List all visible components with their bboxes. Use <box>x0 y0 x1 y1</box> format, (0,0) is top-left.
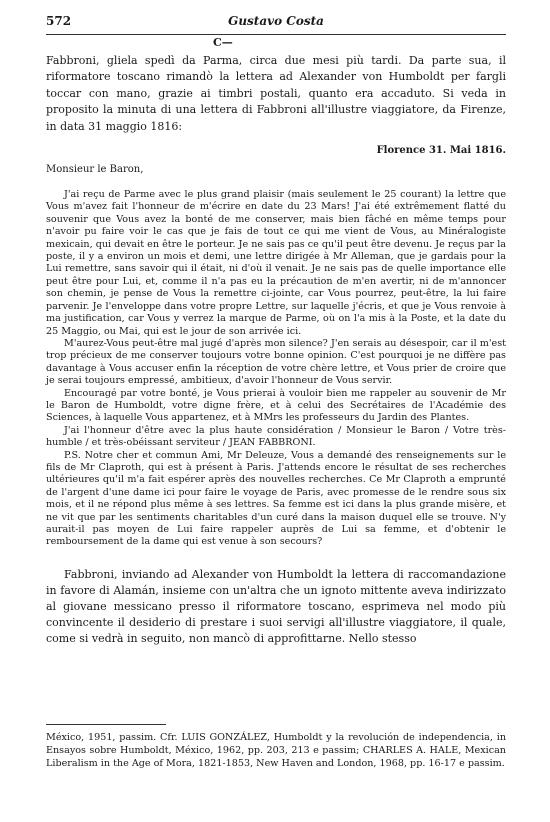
intro-paragraph: Fabbroni, gliela spedì da Parma, circa due mesi più tardi. Da parte sua, il riformatore toscano rimandò la lettera ad Alexander von Humboldt per fargli toccar con mano, grazie ai timbri postali, quanto era accaduto. Si veda in proposito la minuta di una lettera di Fabbroni all'illustre viaggiatore, da Firenze, in data 31 maggio 1816: <box>46 54 506 133</box>
letter-dateline: Florence 31. Mai 1816. <box>376 145 506 157</box>
handwritten-margin-mark: C— <box>213 36 233 49</box>
letter-salutation: Monsieur le Baron, <box>46 164 144 176</box>
body-paragraph: Fabbroni, inviando ad Alexander von Humboldt la lettera di raccomandazione in favore di Alamán, insieme con un'altra che un ignoto mittente aveva indirizzato al giovane messicano presso il riformatore toscano, esprimeva nel modo più convincente il desiderio di prestare i suoi servigi all'illustre viaggiatore, il quale, come si vedrà in seguito, non mancò di approfittarne. Nello stesso <box>46 567 506 645</box>
letter-paragraph: M'aurez-Vous peut-être mal jugé d'après mon silence? J'en serais au désespoir, car il m'est trop précieux de me conserver toujours votre bonne opinion. C'est pourquoi je ne diffère pas davantage à Vous accuser enfin la réception de votre chère lettre, et Vous prier de croire que je serai toujours empressé, ambitieux, d'avoir l'honneur de Vous servir. <box>46 337 506 387</box>
footnote-rule <box>46 724 166 725</box>
letter-paragraph: Encouragé par votre bonté, je Vous prierai à vouloir bien me rappeler au souvenir de Mr le Baron de Humboldt, votre digne frère, et à celui des Secrétaires de l'Académie des Sciences, à laquelle Vous appartenez, et à MMrs les professeurs du Jardin des Plantes. <box>46 387 506 424</box>
letter-postscript: P.S. Notre cher et commun Ami, Mr Deleuze, Vous a demandé des renseignements sur le fils de Mr Claproth, qui est à présent à Paris. J'attends encore le résultat de ses recherches ultérieures qu'il m'a fait espérer après des nouvelles recherches. Ce Mr Claproth a emprunté de l'argent d'une dame ici pour faire le voyage de Paris, avec promesse de le rendre sous six mois, et il ne répond plus même à ses lettres. Sa femme est ici dans la plus grande misère, et ne vit que par les sentiments charitables d'un curé dans la maison duquel elle se trouve. N'y aurait-il pas moyen de Lui faire rappeler auprès de Lui sa femme, et d'obtenir le remboursement de la dame qui est venue à son secours? <box>46 449 506 548</box>
running-title: Gustavo Costa <box>228 14 324 28</box>
letter-paragraph: J'ai reçu de Parme avec le plus grand plaisir (mais seulement le 25 courant) la lettre que Vous m'avez fait l'honneur de m'écrire en date du 23 Mars! J'ai été extrêmement flatté du souvenir que Vous avez la bonté de me conserver, mais bien fâché en même temps pour n'avoir pu faire voir le cas que je fais de tout ce qui me vient de Vous, au Minéralogiste mexicain, qui devait en être le porteur. Je ne sais pas ce qu'il peut être devenu. Je reçus par la poste, il y a environ un mois et demi, une lettre dirigée à Mr Alleman, que je gardais pour la Lui remettre, sans savoir qui il était, ni d'où il venait. Je ne sais pas de quelle importance elle peut être pour Lui, et, comme il n'a pas eu la précaution de m'en avertir, ni de m'annoncer son chemin, je pense de Vous la remettre ci-jointe, car Vous pourrez, peut-être, la lui faire parvenir. Je l'enveloppe dans votre propre Lettre, sur laquelle j'écris, et que je Vous renvoie à ma justification, car Vous y verrez la marque de Parme, où on l'a mis à la Poste, et la date du 25 Maggio, ou Mai, qui est le jour de son arrivée ici. <box>46 189 506 337</box>
page <box>46 14 506 647</box>
footnote: México, 1951, passim. Cfr. LUIS GONZÁLEZ, Humboldt y la revolución de independencia, in Ensayos sobre Humboldt, México, 1962, pp. 203, 213 e passim; CHARLES A. HALE, Mexican Liberalism in the Age of Mora, 1821-1853, New Haven and London, 1968, pp. 16-17 e passim. <box>46 732 506 769</box>
quoted-letter <box>46 145 506 549</box>
page-header <box>46 14 506 30</box>
header-rule <box>46 34 506 35</box>
letter-closing: J'ai l'honneur d'être avec la plus haute considération / Monsieur le Baron / Votre très-humble / et très-obéissant serviteur / JEAN FABBRONI. <box>46 424 506 449</box>
page-number: 572 <box>46 14 72 28</box>
